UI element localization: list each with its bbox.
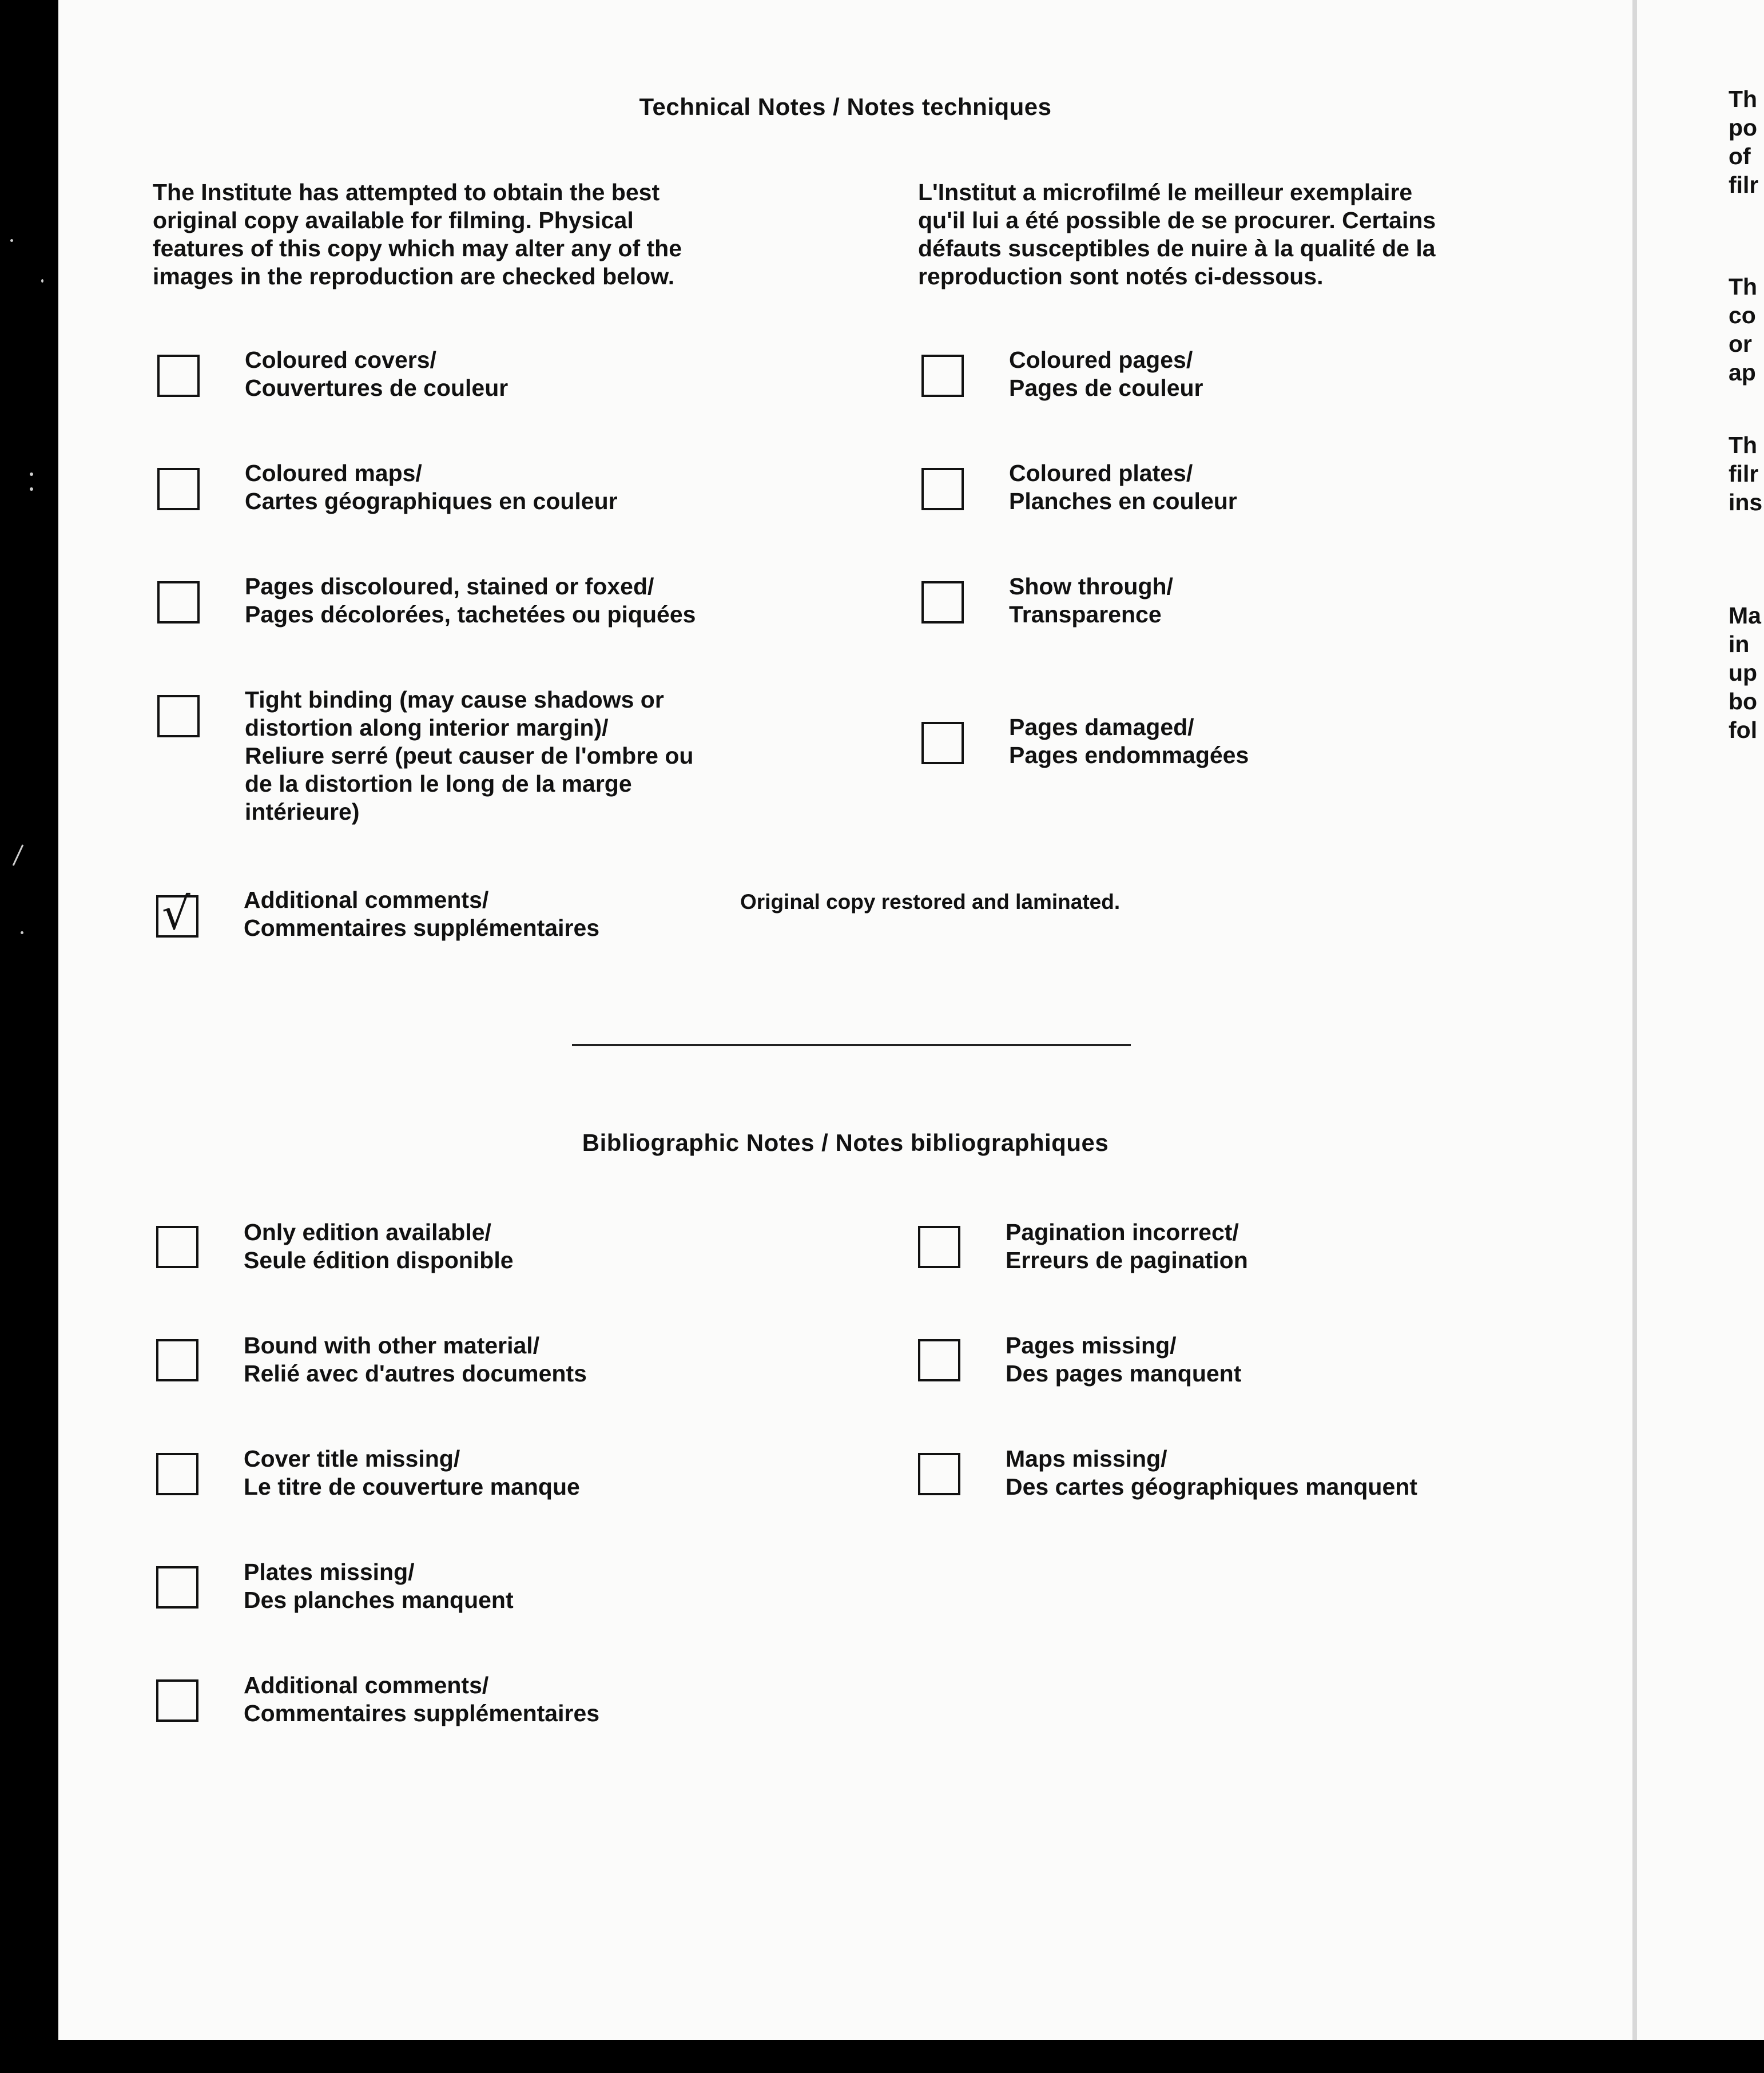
checkbox-coloured-plates[interactable] bbox=[921, 468, 964, 510]
label-line: Des pages manquent bbox=[1006, 1360, 1242, 1387]
checkbox-cover-title-missing[interactable] bbox=[156, 1453, 198, 1495]
label-only-edition bbox=[244, 1218, 514, 1274]
adjacent-page-fragment bbox=[1637, 0, 1764, 2040]
checkbox-pages-damaged[interactable] bbox=[921, 722, 964, 764]
label-line: Pages discoloured, stained or foxed/ bbox=[245, 573, 654, 599]
label-line: Le titre de couverture manque bbox=[244, 1474, 580, 1500]
adjacent-line: Th bbox=[1729, 432, 1758, 458]
label-line: Relié avec d'autres documents bbox=[244, 1360, 587, 1387]
scan-speck bbox=[41, 279, 43, 283]
label-pages-discoloured bbox=[245, 573, 696, 629]
label-additional-comments-bibliographic bbox=[244, 1671, 599, 1727]
scan-speck bbox=[10, 239, 13, 242]
scan-margin-specks bbox=[0, 0, 58, 2040]
adjacent-line: ap bbox=[1729, 359, 1756, 386]
label-line: Pages missing/ bbox=[1006, 1332, 1177, 1359]
intro-english bbox=[153, 178, 682, 291]
intro-line: images in the reproduction are checked below. bbox=[153, 263, 675, 289]
label-line: Coloured maps/ bbox=[245, 460, 422, 486]
scan-speck bbox=[21, 931, 23, 934]
checkbox-show-through[interactable] bbox=[921, 581, 964, 624]
label-line: Pages de couleur bbox=[1009, 375, 1203, 401]
checkbox-plates-missing[interactable] bbox=[156, 1566, 198, 1609]
checkbox-pages-missing[interactable] bbox=[918, 1339, 960, 1381]
label-cover-title-missing bbox=[244, 1445, 580, 1501]
adjacent-line: Th bbox=[1729, 273, 1758, 300]
section-divider bbox=[572, 1044, 1131, 1046]
adjacent-text-block bbox=[1729, 85, 1758, 199]
label-line: Cartes géographiques en couleur bbox=[245, 488, 618, 514]
intro-line: défauts susceptibles de nuire à la qualité de la bbox=[918, 235, 1436, 261]
label-line: de la distortion le long de la marge bbox=[245, 771, 632, 797]
intro-line: The Institute has attempted to obtain the best bbox=[153, 179, 660, 205]
label-coloured-pages bbox=[1009, 346, 1203, 402]
label-line: Tight binding (may cause shadows or bbox=[245, 686, 664, 713]
label-line: Show through/ bbox=[1009, 573, 1173, 599]
adjacent-line: of bbox=[1729, 143, 1751, 169]
adjacent-line: po bbox=[1729, 114, 1758, 141]
label-line: Erreurs de pagination bbox=[1006, 1247, 1248, 1273]
label-line: Planches en couleur bbox=[1009, 488, 1237, 514]
adjacent-line: filr bbox=[1729, 172, 1759, 198]
checkbox-pagination-incorrect[interactable] bbox=[918, 1226, 960, 1268]
label-coloured-plates bbox=[1009, 459, 1237, 515]
adjacent-line: Ma bbox=[1729, 602, 1761, 629]
checkbox-coloured-covers[interactable] bbox=[157, 355, 200, 397]
label-pages-damaged bbox=[1009, 713, 1249, 769]
adjacent-text-block bbox=[1729, 431, 1762, 517]
label-bound-with-other bbox=[244, 1332, 587, 1388]
additional-comment-text: Original copy restored and laminated. bbox=[740, 890, 1121, 914]
scan-speck bbox=[30, 472, 33, 476]
intro-line: qu'il lui a été possible de se procurer. Certains bbox=[918, 207, 1436, 233]
adjacent-line: bo bbox=[1729, 688, 1758, 714]
label-coloured-maps bbox=[245, 459, 618, 515]
scan-speck bbox=[13, 844, 24, 866]
scan-speck bbox=[30, 487, 33, 491]
label-line: Pagination incorrect/ bbox=[1006, 1219, 1239, 1245]
intro-line: reproduction sont notés ci-dessous. bbox=[918, 263, 1324, 289]
label-line: Pages damaged/ bbox=[1009, 714, 1194, 740]
label-line: Couvertures de couleur bbox=[245, 375, 508, 401]
label-tight-binding bbox=[245, 686, 693, 826]
checkbox-coloured-maps[interactable] bbox=[157, 468, 200, 510]
label-additional-comments-technical bbox=[244, 886, 599, 942]
label-line: Cover title missing/ bbox=[244, 1445, 460, 1472]
adjacent-line: or bbox=[1729, 331, 1752, 357]
label-line: intérieure) bbox=[245, 799, 360, 825]
label-line: Maps missing/ bbox=[1006, 1445, 1167, 1472]
label-coloured-covers bbox=[245, 346, 508, 402]
adjacent-line: Th bbox=[1729, 86, 1758, 112]
adjacent-line: filr bbox=[1729, 460, 1759, 487]
checkbox-maps-missing[interactable] bbox=[918, 1453, 960, 1495]
label-show-through bbox=[1009, 573, 1173, 629]
adjacent-text-block bbox=[1729, 601, 1761, 744]
checkbox-coloured-pages[interactable] bbox=[921, 355, 964, 397]
label-line: Coloured pages/ bbox=[1009, 347, 1193, 373]
scan-bottom-border bbox=[0, 2040, 1764, 2073]
label-line: Des cartes géographiques manquent bbox=[1006, 1474, 1417, 1500]
checkbox-pages-discoloured[interactable] bbox=[157, 581, 200, 624]
checkbox-additional-comments-bibliographic[interactable] bbox=[156, 1679, 198, 1722]
intro-line: original copy available for filming. Physical bbox=[153, 207, 634, 233]
label-line: Des planches manquent bbox=[244, 1587, 514, 1613]
label-line: Additional comments/ bbox=[244, 887, 489, 913]
label-line: Only edition available/ bbox=[244, 1219, 491, 1245]
label-line: Commentaires supplémentaires bbox=[244, 1700, 600, 1726]
adjacent-text-block bbox=[1729, 272, 1757, 387]
label-line: distortion along interior margin)/ bbox=[245, 714, 609, 741]
checkbox-bound-with-other[interactable] bbox=[156, 1339, 198, 1381]
label-line: Coloured plates/ bbox=[1009, 460, 1193, 486]
scanned-page bbox=[58, 0, 1632, 2040]
adjacent-line: ins bbox=[1729, 489, 1763, 515]
checkmark-icon: √ bbox=[162, 888, 190, 940]
label-pages-missing bbox=[1006, 1332, 1241, 1388]
adjacent-line: fol bbox=[1729, 717, 1758, 743]
intro-line: L'Institut a microfilmé le meilleur exemplaire bbox=[918, 179, 1413, 205]
intro-line: features of this copy which may alter any of the bbox=[153, 235, 682, 261]
checkbox-tight-binding[interactable] bbox=[157, 695, 200, 737]
checkbox-additional-comments-technical[interactable] bbox=[156, 888, 198, 940]
label-line: Transparence bbox=[1009, 601, 1162, 628]
checkbox-only-edition[interactable] bbox=[156, 1226, 198, 1268]
adjacent-line: in bbox=[1729, 631, 1750, 657]
label-line: Additional comments/ bbox=[244, 1672, 489, 1698]
adjacent-line: up bbox=[1729, 660, 1758, 686]
bibliographic-notes-title: Bibliographic Notes / Notes bibliographiques bbox=[582, 1129, 1109, 1156]
label-line: Commentaires supplémentaires bbox=[244, 915, 600, 941]
technical-notes-title: Technical Notes / Notes techniques bbox=[639, 93, 1052, 120]
label-line: Reliure serré (peut causer de l'ombre ou bbox=[245, 742, 694, 769]
label-maps-missing bbox=[1006, 1445, 1417, 1501]
label-line: Plates missing/ bbox=[244, 1559, 415, 1585]
label-plates-missing bbox=[244, 1558, 514, 1614]
page-gutter bbox=[1632, 0, 1637, 2040]
label-line: Coloured covers/ bbox=[245, 347, 436, 373]
label-line: Bound with other material/ bbox=[244, 1332, 540, 1359]
label-pagination-incorrect bbox=[1006, 1218, 1248, 1274]
label-line: Seule édition disponible bbox=[244, 1247, 514, 1273]
label-line: Pages décolorées, tachetées ou piquées bbox=[245, 601, 696, 628]
label-line: Pages endommagées bbox=[1009, 742, 1249, 768]
adjacent-line: co bbox=[1729, 302, 1756, 328]
intro-french bbox=[918, 178, 1436, 291]
